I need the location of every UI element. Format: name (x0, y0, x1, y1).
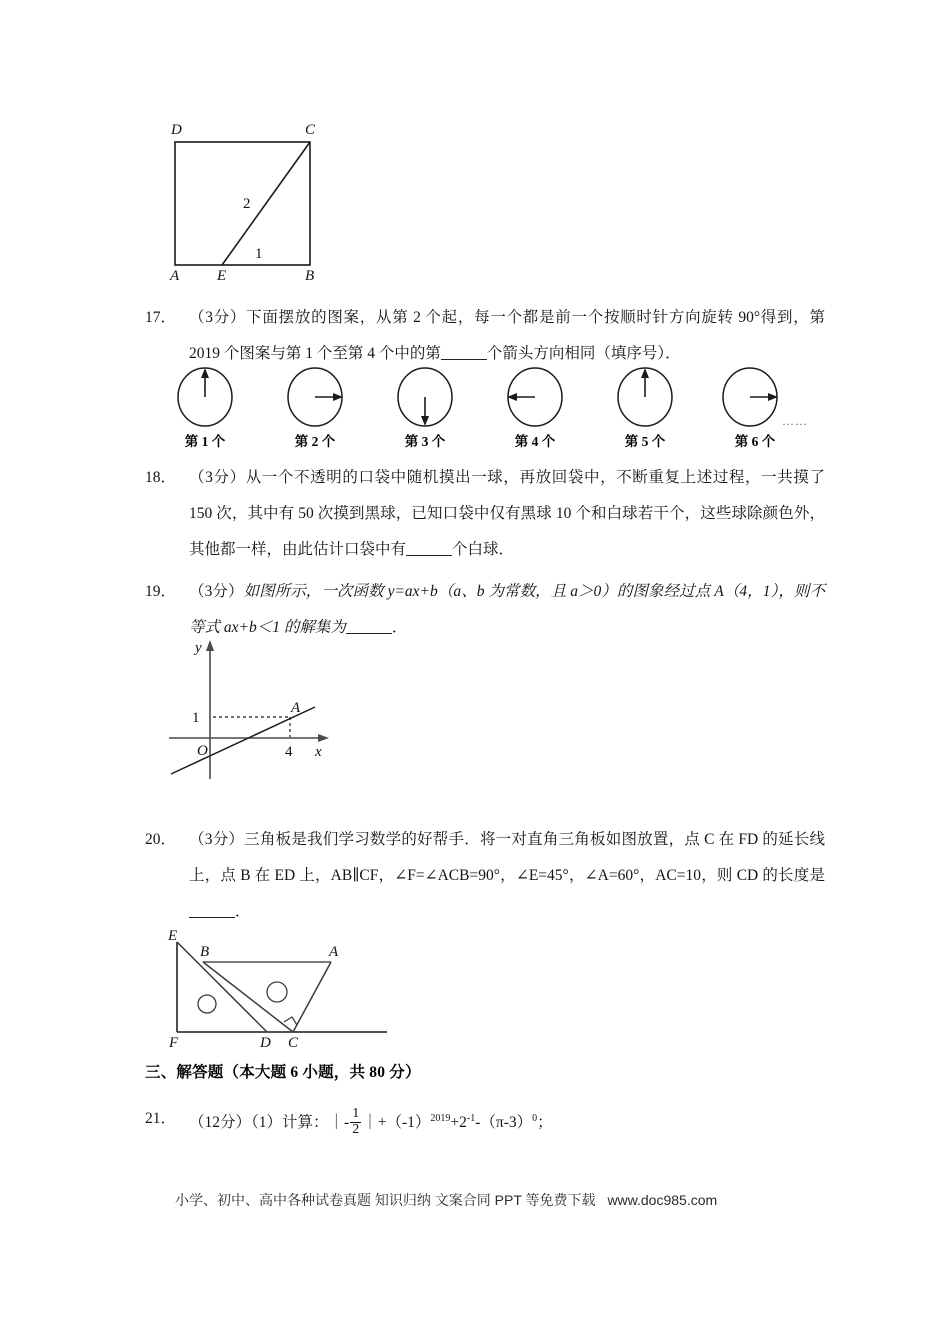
question-19-text-1: 如图所示，一次函数 y=ax+b（a、b 为常数，且 a＞0）的图象经过点 A（4，1），则不等式 ax+b＜1 的解集为 (189, 583, 825, 636)
question-21-number: 21． (145, 1110, 177, 1127)
y-axis-arrow-icon (206, 640, 214, 651)
vertex-label-B: B (200, 944, 210, 960)
fraction-one-half (350, 1107, 361, 1137)
arrow-up-icon (641, 368, 649, 378)
right-angle-marker (284, 1017, 297, 1025)
question-20-text-1: 三角板是我们学习数学的好帮手．将一对直角三角板如图放置，点 C 在 FD 的延长线上，点 B 在 ED 上，AB∥CF，∠F=∠ACB=90°，∠E=45°，∠A=60°，AC=10，则 CD 的长度是 (189, 831, 825, 884)
fraction-numerator: 1 (352, 1106, 360, 1122)
q19-graph-svg (163, 634, 363, 784)
arrow-circle-item-3 (370, 366, 480, 450)
question-21-score: （12分） (189, 1114, 252, 1132)
arrow-circle-svg-3 (370, 366, 480, 428)
vertex-label-E: E (168, 928, 178, 944)
expr-abs-close-plus: ｜+（-1） (362, 1114, 431, 1132)
footer-url: www.doc985.com (607, 1192, 718, 1208)
arrow-circle-svg-2 (260, 366, 370, 428)
arrow-circle-svg-4 (480, 366, 590, 428)
question-20-body (189, 822, 825, 930)
question-17-score: （3分） (189, 309, 247, 326)
arrow-circle-caption-1: 第 1 个 (184, 434, 226, 449)
square-diagram-figure (165, 100, 335, 284)
arrow-circle-caption-4: 第 4 个 (514, 434, 556, 449)
question-19-text-2: ． (391, 619, 408, 636)
exponent-neg-1: -1 (466, 1113, 476, 1124)
axis-label-x: x (315, 744, 322, 760)
question-18-text-2: 个白球． (452, 541, 515, 558)
square-diagram-svg (165, 100, 335, 284)
q17-arrow-circles (150, 366, 810, 450)
question-20 (145, 822, 825, 930)
footer-text: 小学、初中、高中各种试卷真题 知识归纳 文案合同 PPT 等免费下载 (175, 1192, 596, 1208)
x-axis-arrow-icon (318, 734, 329, 742)
exponent-2019: 2019 (430, 1113, 451, 1124)
vertex-label-A: A (170, 268, 180, 284)
arrow-circle-caption-3: 第 3 个 (404, 434, 446, 449)
hole-circle-left-icon (198, 995, 216, 1013)
arrow-circle-caption-2: 第 2 个 (294, 434, 336, 449)
segment-CA (293, 962, 331, 1032)
angle-label-1: 1 (255, 246, 263, 262)
expr-plus-two: +2 (450, 1114, 467, 1132)
question-20-score: （3分） (189, 831, 245, 848)
arrow-circle-caption-6: 第 6 个 (734, 434, 776, 449)
arrow-circle-item-2 (260, 366, 370, 450)
y-tick-label-1: 1 (192, 710, 200, 726)
hole-circle-right-icon (267, 982, 287, 1002)
question-21 (145, 1104, 825, 1139)
expr-minus-pi: -（π-3） (475, 1114, 533, 1132)
vertex-label-B: B (305, 268, 315, 284)
arrow-circle-item-5 (590, 366, 700, 450)
vertex-label-D: D (260, 1035, 271, 1051)
axis-label-y: y (195, 640, 202, 656)
segment-ED (177, 942, 267, 1032)
question-18-blank[interactable] (406, 540, 452, 556)
question-18 (145, 460, 825, 568)
question-19-blank[interactable] (346, 618, 392, 634)
q20-triangles-svg (155, 930, 405, 1050)
vertex-label-D: D (171, 122, 182, 138)
sequence-ellipsis: …… (782, 414, 808, 428)
question-18-score: （3分） (189, 469, 246, 486)
segment-BC (203, 962, 293, 1032)
origin-label: O (197, 743, 208, 759)
arrow-down-icon (421, 416, 429, 426)
angle-label-2: 2 (243, 196, 251, 212)
exponent-zero: 0 (532, 1113, 538, 1124)
question-20-text-2: ． (235, 903, 251, 920)
vertex-label-E: E (217, 268, 227, 284)
arrow-circle-svg-5 (590, 366, 700, 428)
expr-abs-open: ｜- (328, 1114, 350, 1132)
arrow-circle-item-1 (150, 366, 260, 450)
question-18-number: 18． (145, 469, 177, 486)
question-21-part: （1） (251, 1114, 283, 1132)
x-tick-label-4: 4 (285, 744, 293, 760)
question-21-body (189, 1104, 825, 1139)
vertex-label-C: C (288, 1035, 299, 1051)
vertex-label-A: A (329, 944, 339, 960)
arrow-circle-item-6 (700, 366, 810, 450)
question-18-text-1: 从一个不透明的口袋中随机摸出一球，再放回袋中，不断重复上述过程，一共摸了 150 次，其中有 50 次摸到黑球，已知口袋中仅有黑球 10 个和白球若干个，这些球除颜色外，其他都一样，由此估计口袋中有 (189, 469, 825, 558)
expr-semicolon: ； (537, 1114, 553, 1132)
question-21-prompt: 计算： (282, 1114, 329, 1132)
arrow-circle-caption-5: 第 5 个 (624, 434, 666, 449)
question-19-score: （3分） (189, 583, 244, 600)
segment-EC (222, 142, 310, 265)
vertex-label-F: F (169, 1035, 179, 1051)
fraction-denominator: 2 (352, 1122, 360, 1138)
q20-triangles-figure (155, 930, 405, 1050)
question-20-number: 20． (145, 831, 177, 848)
arrow-up-icon (201, 368, 209, 378)
arrow-circle-item-4 (480, 366, 590, 450)
vertex-label-C: C (305, 122, 316, 138)
question-18-body (189, 460, 825, 568)
question-17-text-2: 个箭头方向相同（填序号）． (486, 345, 681, 362)
question-20-blank[interactable] (189, 902, 235, 918)
question-19-number: 19． (145, 583, 177, 600)
footer-watermark (175, 1190, 717, 1210)
question-17 (145, 300, 825, 372)
point-label-A: A (291, 700, 301, 716)
arrow-circle-svg-1 (150, 366, 260, 428)
q19-graph-figure (163, 634, 363, 784)
question-17-blank[interactable] (441, 344, 487, 360)
section-heading-three: 三、解答题（本大题 6 小题，共 80 分） (145, 1064, 421, 1081)
question-17-number: 17． (145, 309, 177, 326)
question-17-text-1: 下面摆放的图案，从第 2 个起，每一个都是前一个按顺时针方向旋转 90°得到，第 2019 个图案与第 1 个至第 4 个中的第 (189, 309, 825, 362)
question-17-body (189, 300, 825, 372)
